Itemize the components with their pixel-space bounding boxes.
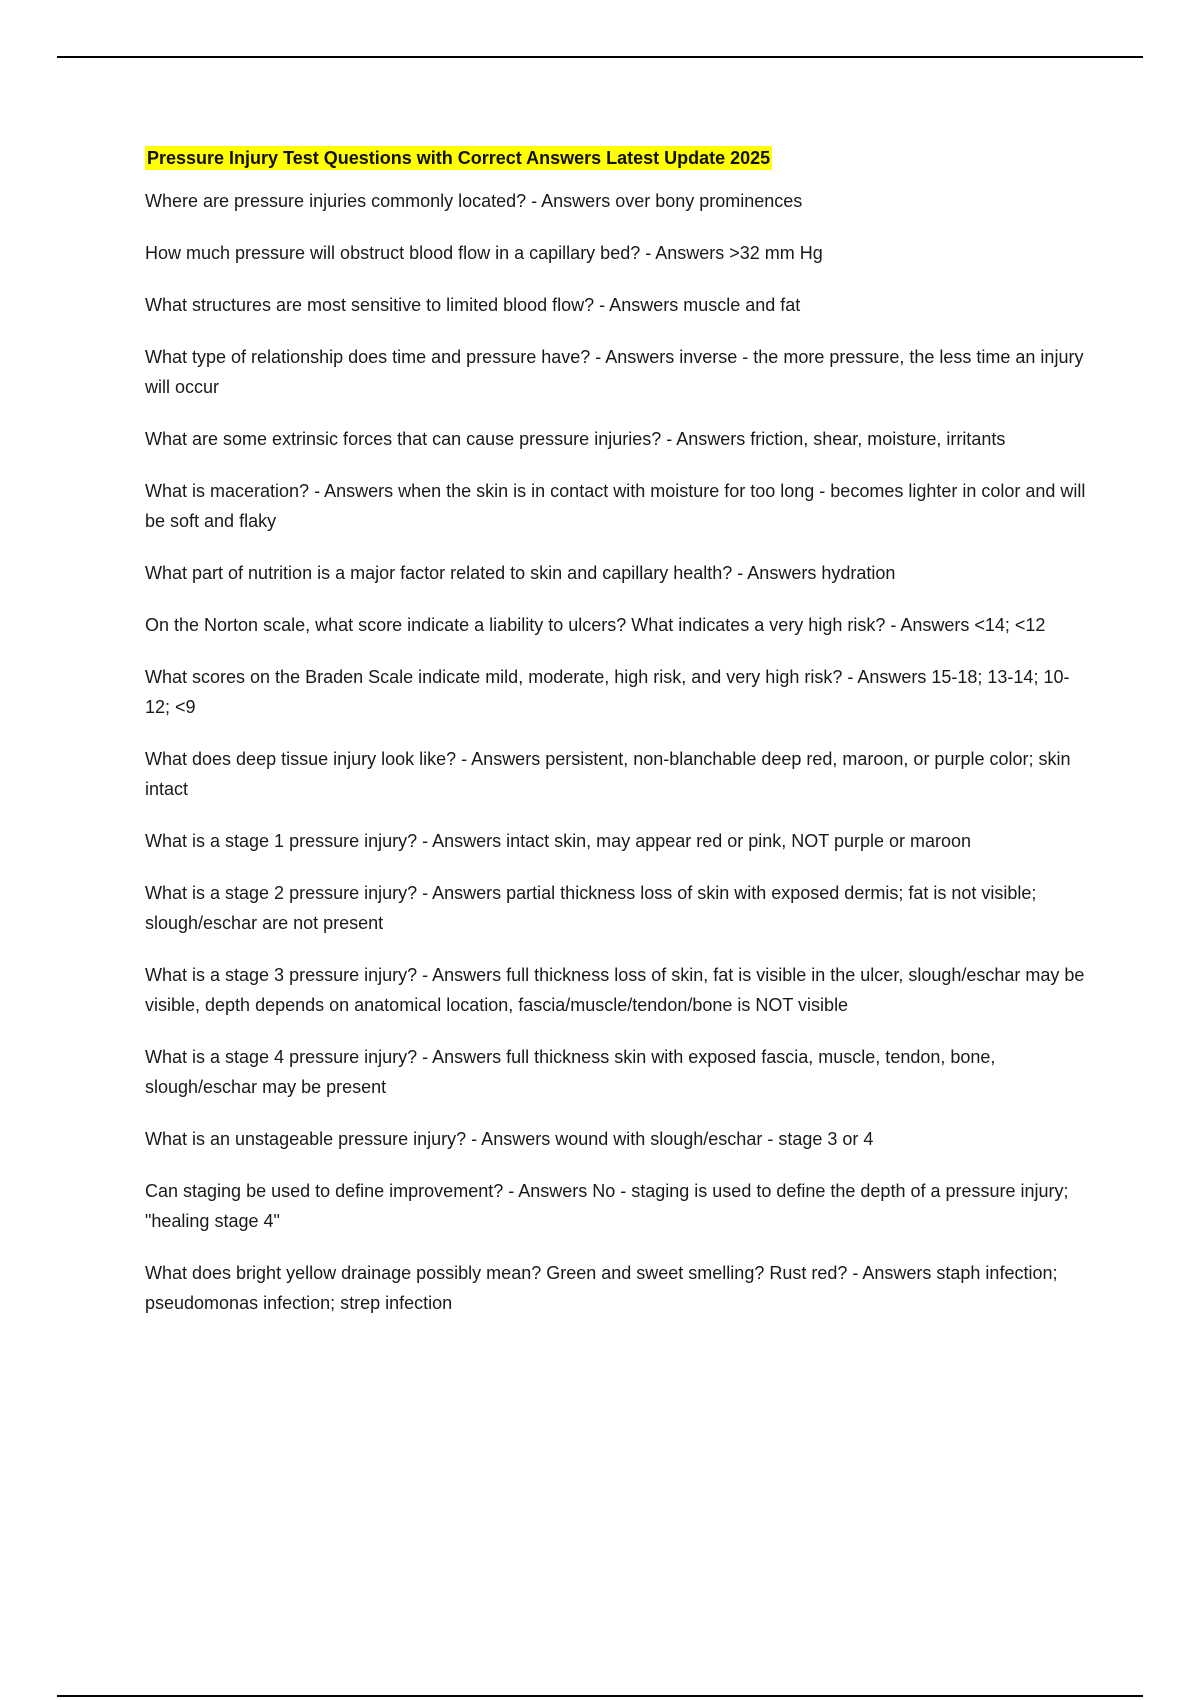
footer-rule — [57, 1695, 1143, 1697]
qa-item-11: What is a stage 1 pressure injury? - Answers intact skin, may appear red or pink, NOT purple or maroon — [145, 831, 972, 851]
qa-item-3: What structures are most sensitive to limited blood flow? - Answers muscle and fat — [145, 295, 801, 315]
qa-item-8: On the Norton scale, what score indicate a liability to ulcers? What indicates a very high risk? - Answers <14; <12 — [145, 615, 1046, 635]
document-body — [145, 146, 1090, 1340]
qa-item-12: What is a stage 2 pressure injury? - Answers partial thickness loss of skin with exposed dermis; fat is not visible; slough/eschar are not present — [145, 883, 1037, 933]
header-rule — [57, 56, 1143, 58]
qa-item-15: What is an unstageable pressure injury? - Answers wound with slough/eschar - stage 3 or 4 — [145, 1129, 874, 1149]
qa-item-13: What is a stage 3 pressure injury? - Answers full thickness loss of skin, fat is visible in the ulcer, slough/eschar may be visible, depth depends on anatomical location, fascia/muscle/tendon/bone is NOT visible — [145, 965, 1085, 1015]
qa-item-14: What is a stage 4 pressure injury? - Answers full thickness skin with exposed fascia, muscle, tendon, bone, slough/eschar may be present — [145, 1047, 996, 1097]
qa-item-2: How much pressure will obstruct blood flow in a capillary bed? - Answers >32 mm Hg — [145, 243, 823, 263]
qa-item-6: What is maceration? - Answers when the skin is in contact with moisture for too long - becomes lighter in color and will be soft and flaky — [145, 481, 1086, 531]
qa-item-16: Can staging be used to define improvement? - Answers No - staging is used to define the depth of a pressure injury; "healing stage 4" — [145, 1181, 1069, 1231]
qa-item-5: What are some extrinsic forces that can cause pressure injuries? - Answers friction, shear, moisture, irritants — [145, 429, 1006, 449]
qa-item-10: What does deep tissue injury look like? - Answers persistent, non-blanchable deep red, maroon, or purple color; skin intact — [145, 749, 1071, 799]
qa-item-17: What does bright yellow drainage possibly mean? Green and sweet smelling? Rust red? - Answers staph infection; pseudomonas infection; strep infection — [145, 1263, 1058, 1313]
qa-item-7: What part of nutrition is a major factor related to skin and capillary health? - Answers hydration — [145, 563, 896, 583]
qa-item-4: What type of relationship does time and pressure have? - Answers inverse - the more pressure, the less time an injury will occur — [145, 347, 1084, 397]
qa-item-1: Where are pressure injuries commonly located? - Answers over bony prominences — [145, 191, 803, 211]
document-title: Pressure Injury Test Questions with Correct Answers Latest Update 2025 — [147, 148, 771, 168]
qa-item-9: What scores on the Braden Scale indicate mild, moderate, high risk, and very high risk? - Answers 15-18; 13-14; 10-12; <9 — [145, 667, 1070, 717]
